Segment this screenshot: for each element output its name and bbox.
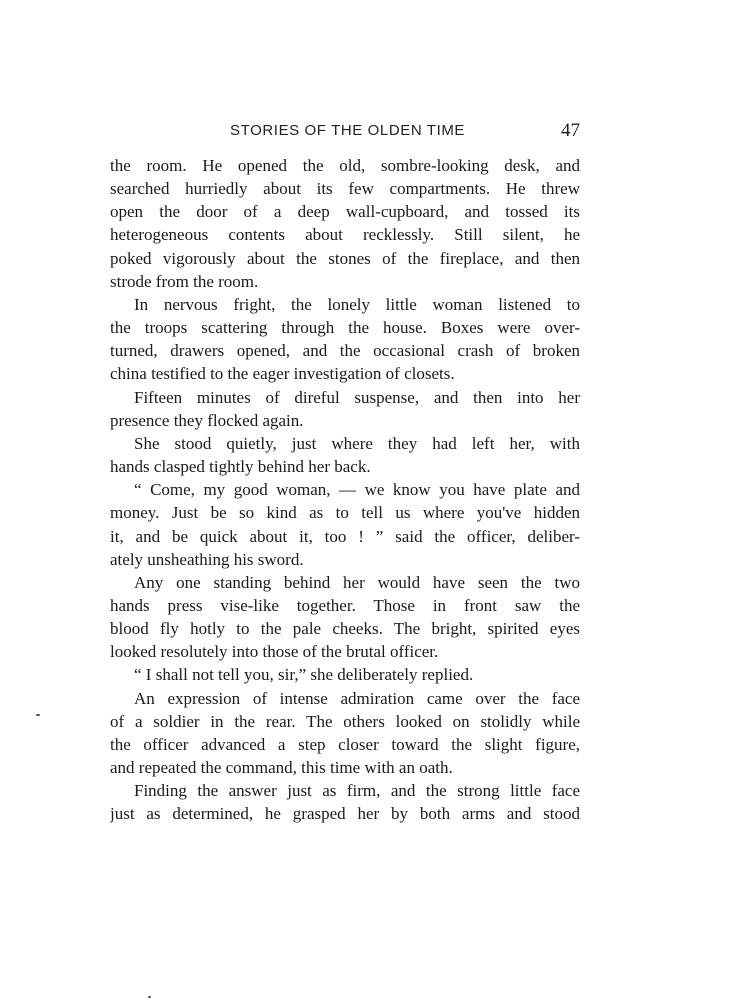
text-line: money. Just be so kind as to tell us where you've hidden [110,503,580,523]
text-line: open the door of a deep wall-cupboard, and tossed its [110,202,580,222]
text-line: hands press vise-like together. Those in front saw the [110,595,580,615]
text-line: “ Come, my good woman, — we know you have plate and [134,480,580,500]
text-line: just as determined, he grasped her by both arms and stood [110,804,580,824]
text-line: the troops scattering through the house. Boxes were over- [110,318,580,338]
text-line: searched hurriedly about its few compartments. He threw [110,179,580,199]
text-line: hands clasped tightly behind her back. [110,457,371,477]
running-head [110,122,580,146]
text-line: looked resolutely into those of the brutal officer. [110,642,439,662]
text-line: ately unsheathing his sword. [110,549,304,569]
text-line: blood fly hotly to the pale cheeks. The bright, spirited eyes [110,619,580,639]
body-text [110,154,580,826]
text-line: and repeated the command, this time with an oath. [110,758,453,778]
paper-speck [36,714,40,716]
text-line: In nervous fright, the lonely little woman listened to [134,294,580,314]
text-line: An expression of intense admiration came over the face [134,688,580,708]
text-line: poked vigorously about the stones of the fireplace, and then [110,248,580,268]
text-line: the officer advanced a step closer toward the slight figure, [110,734,580,754]
text-line: presence they flocked again. [110,410,304,430]
text-line: “ I shall not tell you, sir,” she deliberately replied. [134,665,474,685]
text-line: of a soldier in the rear. The others looked on stolidly while [110,711,580,731]
text-line: it, and be quick about it, too ! ” said the officer, deliber- [110,526,580,546]
text-line: china testified to the eager investigation of closets. [110,364,455,384]
text-line: Finding the answer just as firm, and the strong little face [134,781,580,801]
running-title: STORIES OF THE OLDEN TIME [230,122,466,139]
text-line: heterogeneous contents about recklessly. Still silent, he [110,225,580,245]
text-line: turned, drawers opened, and the occasional crash of broken [110,341,580,361]
text-line: She stood quietly, just where they had left her, with [134,433,580,453]
paper-speck [148,996,151,998]
page-number: 47 [561,120,580,141]
text-line: strode from the room. [110,271,259,291]
text-line: Fifteen minutes of direful suspense, and then into her [134,387,580,407]
text-line: Any one standing behind her would have seen the two [134,572,580,592]
text-line: the room. He opened the old, sombre-looking desk, and [110,156,580,175]
